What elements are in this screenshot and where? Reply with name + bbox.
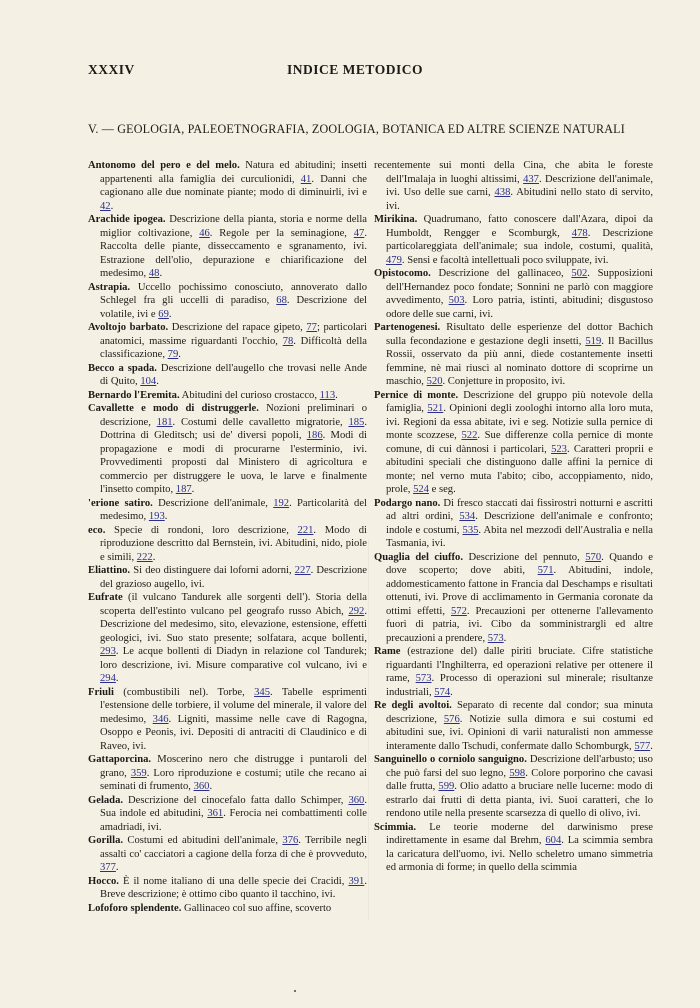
- page-link[interactable]: 186: [306, 430, 323, 441]
- entry-text: (estrazione del) dalle piriti bruciate. Cifre statistiche riguardanti l'Inghilterra, ed operazioni relative per ottenere il rame,: [386, 646, 653, 684]
- page-link[interactable]: 604: [545, 835, 562, 846]
- entry-text: Si deo distinguere dai loforni adorni,: [130, 565, 295, 576]
- entry-text: . Supposizioni dell'Hernandez poco fondate; Sonnini ne parlò con maggiore avvedimento,: [386, 268, 653, 306]
- page-link[interactable]: 192: [273, 497, 290, 509]
- index-entry: [374, 753, 653, 821]
- entry-text: . Loro riproduzione e costumi; utile che recano ai seminati di frumento,: [100, 767, 367, 792]
- page-link[interactable]: 522: [461, 430, 478, 441]
- page-link[interactable]: 185: [348, 416, 365, 428]
- entry-headword: Friuli: [88, 686, 114, 698]
- index-entry: [374, 213, 653, 267]
- entry-text: Risultato delle esperienze del dottor Bachich sulla fecondazione e gestazione degli insetti,: [386, 322, 653, 347]
- entry-headword: Opistocomo.: [374, 268, 431, 279]
- entry-text: . Abitudini, indole, addomesticamento fattone in Francia dal Deschamps e risultati ottenuti, ivi. Prove di acclimamento in Germania coronate da ottimi effetti,: [386, 565, 654, 617]
- entry-headword: Gelada.: [88, 794, 124, 806]
- page-link[interactable]: 68: [276, 295, 287, 306]
- page-link[interactable]: 479: [386, 254, 402, 266]
- entry-headword: Quaglia del ciuffo.: [374, 551, 463, 563]
- entry-text: . Sue differenze colla pernice di monte comune, di cui dànnosi i particolari,: [386, 430, 653, 455]
- entry-text: . Notizie sulla dimora e sui costumi ed abitudini sue, ivi. Opinioni di varii naturalisti non ammesse interamente dallo Tschudi, confermate dallo Schomburgk,: [386, 713, 653, 752]
- index-entry: [374, 821, 653, 875]
- entry-text: . Le acque bollenti di Diadyn in relazione col Tandurek; loro descrizione, ivi. Misure comparative col vulcano, ivi e: [100, 646, 367, 671]
- page-link[interactable]: 46: [199, 227, 210, 239]
- entry-text: . Descrizione del volatile, ivi e: [100, 295, 367, 320]
- entry-headword: Mirikina.: [374, 214, 418, 225]
- entry-headword: Scimmia.: [374, 821, 417, 833]
- entry-headword: 'erione satiro.: [88, 497, 153, 509]
- index-column-right: [374, 159, 653, 875]
- entry-text: . La scimmia sembra la caricatura dell'uomo, ivi. Nello scheletro umano simmetria ed armonia di forme; in quello della scimmia: [386, 835, 653, 873]
- entry-text: . Descrizione dell'animale e confronto; indole e costumi,: [386, 511, 653, 536]
- entry-text: Moscerino nero che distrugge i puntaroli del grano,: [100, 754, 367, 779]
- page-link[interactable]: 577: [634, 740, 651, 752]
- entry-headword: Rame: [374, 646, 401, 657]
- entry-text: . Sua indole ed abitudini,: [100, 794, 367, 819]
- entry-headword: Astrapia.: [88, 281, 131, 293]
- entry-text: . Sensi e facoltà intellettuali poco sviluppate, ivi.: [401, 254, 609, 266]
- page-link[interactable]: 377: [100, 862, 116, 873]
- page-link[interactable]: 572: [451, 605, 467, 617]
- index-entry: [88, 213, 367, 281]
- page-link[interactable]: 41: [300, 173, 312, 185]
- entry-text: . Regole per la seminagione,: [209, 227, 354, 239]
- entry-text: .: [335, 389, 338, 401]
- index-entry: [88, 753, 367, 794]
- entry-text: .: [115, 673, 119, 684]
- index-column-left: [88, 159, 367, 915]
- entry-text: Descrizione dell'animale,: [152, 497, 274, 509]
- entry-text: Quadrumano, fatto conoscere dall'Azara, dipoi da Humboldt, Rengger e Scomburgk,: [386, 214, 653, 239]
- entry-text: . Ligniti, massime nelle cave di Ragogna, Osoppo e Peonis, ivi. Depositi di antraciti di Claudinico e di Raveo, ivi.: [100, 713, 368, 752]
- entry-text: . Abita nel mezzodì dell'Australia e nella Tasmania, ivi.: [386, 524, 654, 549]
- entry-text: . Il Bacillus Rossii, osservato da più anni, diede costantemente insetti femmine, nè mai riuscì al nominato dottore di scoprirne un maschio,: [386, 335, 654, 387]
- page-link[interactable]: 48: [148, 268, 160, 279]
- entry-text: . Terribile negli assalti co' cacciatori a cagione della forza di che è provveduto,: [100, 835, 367, 860]
- index-entry: [88, 362, 367, 389]
- entry-text: . Caratteri proprii e abitudini speciali che distinguono dalle affini la pernice di monte; nel verno muta l'abito; cibo, accoppiamento, nido, prole,: [386, 443, 653, 495]
- page-link[interactable]: 570: [585, 551, 602, 563]
- entry-text: Descrizione dell'arbusto; uso che può farsi del suo legno,: [386, 754, 653, 779]
- page-link[interactable]: 437: [523, 173, 539, 185]
- entry-text: . Tabelle esprimenti l'estensione delle torbiere, il volume del minerale, il valore del medesimo,: [100, 686, 367, 725]
- entry-headword: Re degli avoltoi.: [374, 700, 452, 711]
- page-link[interactable]: 573: [415, 673, 432, 684]
- entry-text: Uccello pochissimo conosciuto, annoverato dallo Schlegel fra gli uccelli di paradiso,: [100, 281, 367, 306]
- index-entry: [374, 159, 653, 213]
- entry-text: . Processo di operazioni sul minerale; risultanze industriali,: [386, 673, 653, 698]
- page-link[interactable]: 599: [438, 781, 455, 792]
- index-entry: [88, 902, 367, 916]
- entry-text: .: [110, 200, 114, 212]
- entry-text: Descrizione del rapace gipeto,: [168, 322, 307, 333]
- index-entry: [88, 281, 367, 322]
- index-entry: [374, 321, 653, 389]
- index-entry: [88, 686, 367, 754]
- entry-text: Descrizione della pianta, storia e norme della miglior coltivazione,: [100, 214, 368, 239]
- page-link[interactable]: 113: [319, 389, 336, 401]
- entry-text: .: [178, 349, 181, 360]
- page-link[interactable]: 576: [443, 713, 460, 725]
- entry-text: (il vulcano Tandurek alle sorgenti dell'). Storia della scoperta dell'estinto vulcano pel geografo russo Abich,: [100, 592, 367, 617]
- page-link[interactable]: 519: [585, 335, 602, 347]
- index-entry: [88, 591, 367, 686]
- page-link[interactable]: 293: [100, 646, 116, 657]
- entry-text: . Descrizione del medesimo, sito, elevazione, estensione, effetti geologici, ivi. Suo stato presente; solfatara, acque bollenti,: [100, 605, 367, 644]
- page-link[interactable]: 181: [156, 416, 173, 428]
- page-link[interactable]: 534: [459, 511, 476, 522]
- index-entry: [88, 794, 367, 835]
- print-speck: [294, 990, 296, 992]
- column-divider: [368, 540, 369, 920]
- running-title: INDICE METODICO: [287, 62, 423, 77]
- index-entry: [88, 875, 367, 902]
- entry-text: . Descrizione del grazioso augello, ivi.: [100, 565, 367, 590]
- page-link[interactable]: 42: [100, 200, 111, 212]
- entry-headword: Becco a spada.: [88, 362, 157, 374]
- entry-headword: Antonomo del pero e del melo.: [88, 160, 240, 171]
- entry-text: .: [159, 268, 163, 279]
- index-entry: [88, 402, 367, 497]
- page-link[interactable]: 360: [348, 794, 365, 806]
- index-entry: [88, 497, 367, 524]
- entry-headword: Lofoforo splendente.: [88, 902, 182, 914]
- entry-text: . Abitudini nello stato di servito, ivi.: [386, 187, 653, 212]
- entry-text: .: [115, 862, 119, 873]
- page-link[interactable]: 523: [551, 443, 567, 455]
- entry-text: . Costumi delle cavalletto migratorie,: [172, 416, 349, 428]
- entry-text: . Precauzioni per ottenerne l'allevamento fuori di patria, ivi. Cibo da somministrargli ed altre precauzioni a prendere,: [386, 605, 653, 644]
- entry-headword: Bernardo l'Eremita.: [88, 389, 180, 401]
- entry-text: Costumi ed abitudini dell'animale,: [123, 835, 283, 846]
- entry-text: . Conjetture in proposito, ivi.: [442, 376, 566, 387]
- entry-text: . Raccolta delle piante, disseccamento e sgranamento, ivi. Estrazione dell'olio, depurazione e chiarificazione del medesimo,: [100, 227, 367, 279]
- entry-text: .: [152, 551, 156, 563]
- page-link[interactable]: 104: [140, 376, 157, 387]
- entry-text: . Danni che cagionano alle due nominate piante; modo di diminuirli, ivi e: [100, 173, 367, 198]
- entry-headword: Pernice di monte.: [374, 389, 459, 401]
- entry-text: Descrizione del gallinaceo,: [430, 268, 572, 279]
- entry-text: Le teorie moderne del darwinismo prese indirettamente in esame dal Brehm,: [386, 821, 653, 846]
- page-link[interactable]: 187: [175, 484, 192, 495]
- entry-text: .: [503, 632, 507, 644]
- entry-text: recentemente sui monti della Cina, che abita le foreste dell'Imalaja in luoghi altissimi,: [374, 160, 653, 185]
- page-link[interactable]: 376: [282, 835, 299, 846]
- page-link[interactable]: 524: [413, 484, 429, 495]
- entry-headword: Gorilla.: [88, 835, 124, 846]
- entry-text: Abitudini del curioso crostacco,: [179, 389, 320, 401]
- entry-text: . Loro patria, istinti, abitudini; disgustoso odore delle sue carni, ivi.: [386, 295, 653, 320]
- index-entry: [374, 699, 653, 753]
- entry-text: . Particolarità del medesimo,: [100, 497, 367, 522]
- entry-text: .: [168, 308, 172, 320]
- entry-text: . Modo di riproduzione descritto dal Bernstein, ivi. Abitudini, nido, piole e simili,: [100, 524, 367, 563]
- page-link[interactable]: 359: [130, 767, 147, 779]
- page-link[interactable]: 222: [136, 551, 153, 563]
- index-entry: [374, 389, 653, 497]
- page-link[interactable]: 571: [537, 565, 554, 576]
- page-link[interactable]: 77: [306, 322, 317, 333]
- page-link[interactable]: 361: [207, 808, 224, 819]
- section-title: V. — GEOLOGIA, PALEOETNOGRAFIA, ZOOLOGIA, BOTANICA ED ALTRE SCIENZE NATURALI: [88, 121, 625, 136]
- entry-text: .: [450, 686, 453, 698]
- page-link[interactable]: 346: [152, 713, 169, 725]
- entry-text: Specie di rondoni, loro descrizione,: [105, 524, 298, 536]
- entry-headword: Gattaporcina.: [88, 754, 152, 765]
- index-entry: [88, 321, 367, 362]
- entry-text: . Modi di propagazione e modi di procurarne l'esterminio, ivi. Provvedimenti proposti dal Ministero di agricoltura e commercio per distruggere le uova, le larve e finalmente l'insetto compito,: [100, 430, 367, 495]
- page-link[interactable]: 535: [462, 524, 479, 536]
- page-link[interactable]: 69: [158, 308, 169, 320]
- page-link[interactable]: 227: [294, 565, 311, 576]
- entry-text: Natura ed abitudini; insetti appartenenti alla famiglia dei curculionidi,: [100, 160, 367, 185]
- page-number: XXXIV: [88, 62, 135, 77]
- entry-text: Di fresco staccati dai fissirostri notturni e ascritti ad altri ordini,: [386, 497, 653, 522]
- entry-text: .: [156, 376, 159, 387]
- page-link[interactable]: 391: [348, 875, 365, 887]
- page-link[interactable]: 478: [571, 227, 588, 239]
- index-entry: [88, 564, 367, 591]
- page-link[interactable]: 78: [282, 335, 294, 347]
- page-link[interactable]: 47: [353, 227, 365, 239]
- page-link[interactable]: 294: [100, 673, 116, 684]
- page-link[interactable]: 193: [148, 511, 165, 522]
- entry-headword: Sanguinello o corniolo sanguigno.: [374, 754, 527, 765]
- entry-text: .: [191, 484, 195, 495]
- entry-text: .: [164, 511, 168, 522]
- entry-headword: Eliattino.: [88, 565, 131, 576]
- entry-headword: Cavallette e modo di distruggerle.: [88, 403, 259, 414]
- entry-text: e seg.: [428, 484, 456, 495]
- entry-text: Descrizione dell'augello che trovasi nelle Ande di Quito,: [100, 362, 367, 387]
- page-link[interactable]: 360: [193, 781, 210, 792]
- entry-text: . Opinioni degli zoologhi intorno alla loro muta, ivi. Regioni da essa abitate, ivi e seg. Notizie sulla pernice di monte scozzese,: [386, 403, 653, 441]
- index-entry: [88, 159, 367, 213]
- entry-text: . Quando e dove scoperto; dove abiti,: [386, 551, 654, 576]
- entry-text: . Ferocia nei combattimenti colle amadriadi, ivi.: [100, 808, 367, 833]
- index-entry: [88, 834, 367, 875]
- entry-text: È il nome italiano di una delle specie dei Cracidi,: [118, 875, 349, 887]
- entry-text: . Colore porporino che cavasi dalle frutta,: [386, 767, 653, 792]
- page-link[interactable]: 502: [571, 268, 588, 279]
- index-entry: [374, 497, 653, 551]
- entry-headword: Eufrate: [88, 592, 123, 603]
- entry-text: . Dottrina di Gleditsch; usi de' diversi popoli,: [100, 416, 367, 441]
- entry-text: Descrizione del gruppo più notevole della famiglia,: [386, 389, 653, 414]
- index-entry: [88, 389, 367, 403]
- page-link[interactable]: 292: [348, 605, 365, 617]
- page-link[interactable]: 438: [494, 187, 511, 198]
- page-link[interactable]: 345: [254, 686, 270, 698]
- page-link[interactable]: 520: [426, 376, 443, 387]
- entry-headword: Partenogenesi.: [374, 322, 441, 333]
- entry-text: (combustibili nel). Torbe,: [113, 686, 255, 698]
- page-link[interactable]: 521: [427, 403, 444, 414]
- page-link[interactable]: 221: [297, 524, 314, 536]
- entry-text: .: [209, 781, 213, 792]
- entry-text: .: [650, 740, 653, 752]
- page-link[interactable]: 574: [434, 686, 451, 698]
- entry-headword: Hocco.: [88, 875, 119, 887]
- entry-headword: Podargo nano.: [374, 497, 441, 509]
- entry-text: . Difficoltà della classificazione,: [100, 335, 367, 360]
- page-link[interactable]: 503: [448, 295, 465, 306]
- index-entry: [88, 524, 367, 565]
- entry-text: . Descrizione dell'animale, ivi. Uso delle sue carni,: [386, 173, 654, 198]
- page-link[interactable]: 573: [487, 632, 504, 644]
- entry-text: Nozioni preliminari o descrizione,: [100, 403, 367, 428]
- page-header: [88, 62, 622, 82]
- entry-text: Gallinaceo col suo affine, scoverto: [181, 902, 332, 914]
- page-link[interactable]: 79: [167, 349, 179, 360]
- entry-headword: Avoltojo barbato.: [88, 322, 169, 333]
- entry-text: Separato di recente dal condor; sua minuta descrizione,: [386, 700, 654, 725]
- entry-text: . Descrizione particolareggiata dell'animale; sua indole, costumi, qualità,: [386, 227, 653, 252]
- entry-text: Descrizione del cinocefalo fatta dallo Schimper,: [123, 794, 349, 806]
- page-link[interactable]: 598: [509, 767, 526, 779]
- entry-text: . Olio adatto a bruciare nelle lucerne: modo di estrarlo dai frutti di detta pianta, ivi. Suoi caratteri, che lo rendono utile nella presente scarsezza di quello di olivo, ivi.: [386, 781, 653, 819]
- index-entry: [374, 267, 653, 321]
- entry-text: Descrizione del pennuto,: [462, 551, 586, 563]
- entry-text: ; particolari anatomici, massime riguardanti l'occhio,: [100, 322, 367, 347]
- entry-text: . Breve descrizione; è ottimo cibo quanto il tacchino, ivi.: [100, 875, 367, 900]
- entry-headword: eco.: [88, 524, 106, 536]
- index-entry: [374, 551, 653, 646]
- entry-headword: Arachide ipogea.: [88, 214, 166, 225]
- index-entry: [374, 645, 653, 699]
